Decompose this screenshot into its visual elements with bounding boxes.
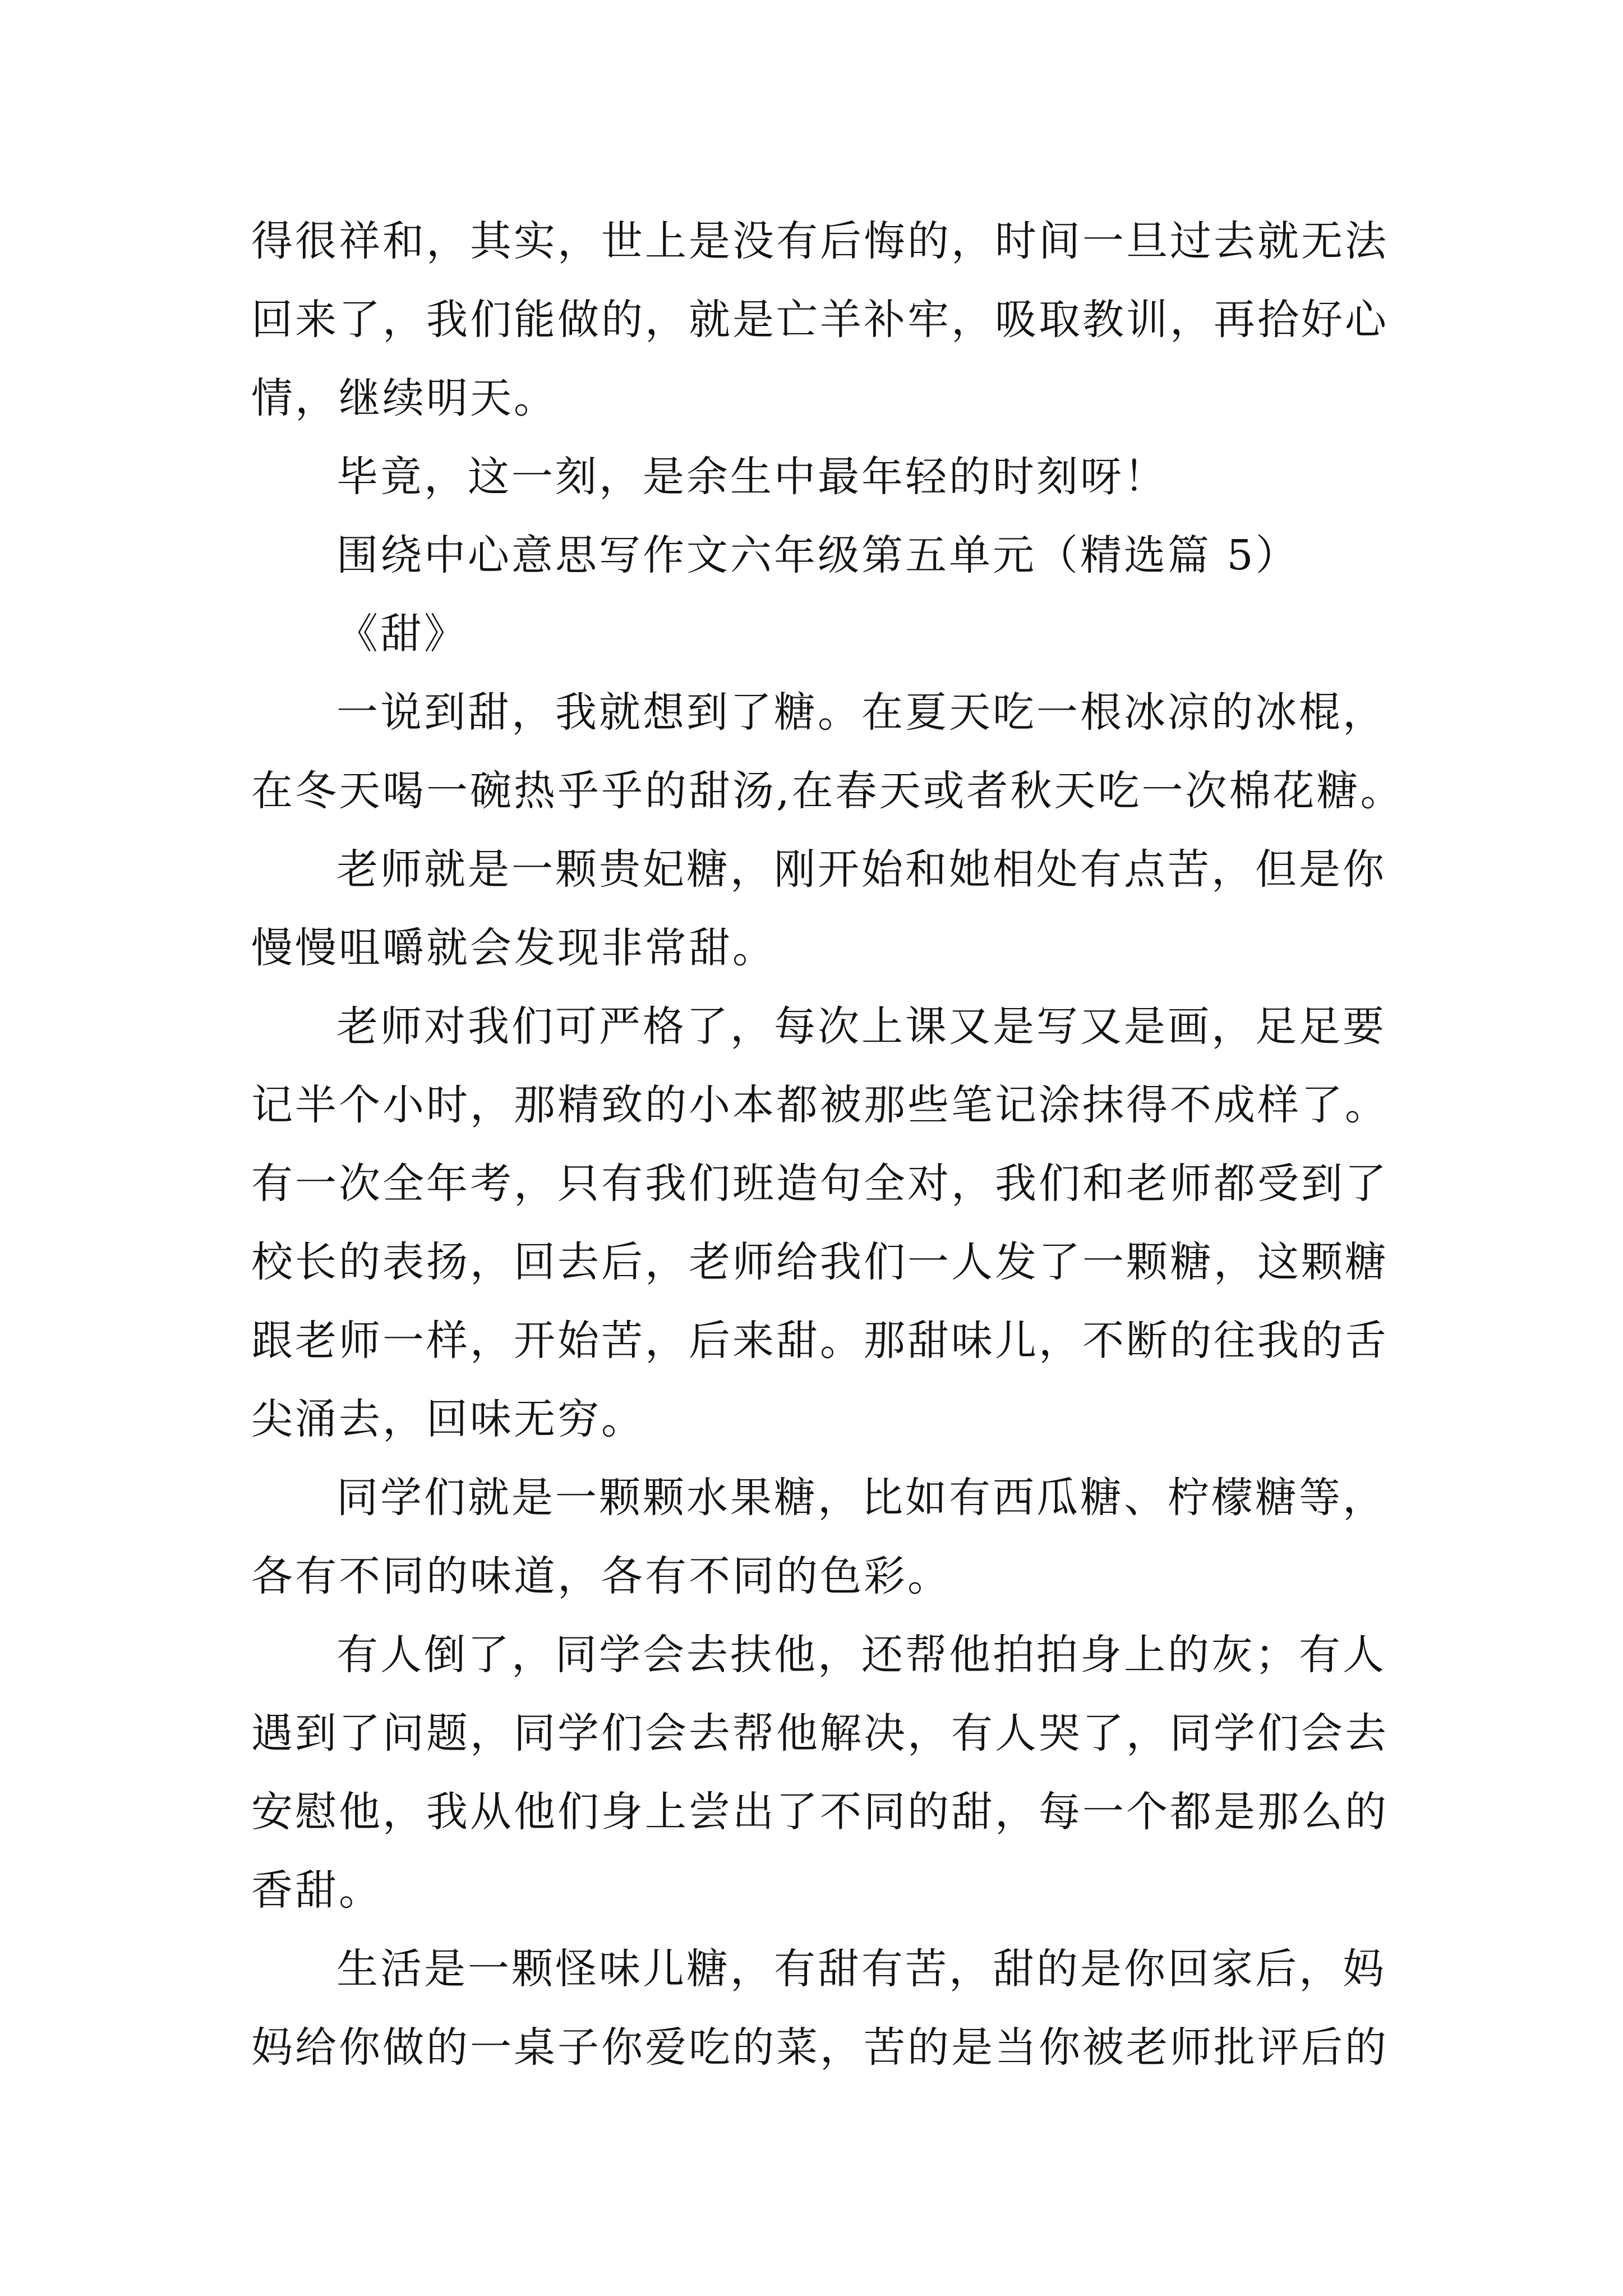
- text-line: 校长的表扬，回去后，老师给我们一人发了一颗糖，这颗糖: [251, 1238, 1389, 1286]
- text-line: 同学们就是一颗颗水果糖，比如有西瓜糖、柠檬糖等，: [336, 1474, 1386, 1522]
- text-line: 尖涌去，回味无穷。: [251, 1395, 645, 1443]
- text-line: 老师就是一颗贵妃糖，刚开始和她相处有点苦，但是你: [336, 845, 1386, 894]
- text-line: 跟老师一样，开始苦，后来甜。那甜味儿，不断的往我的舌: [251, 1317, 1389, 1365]
- text-line: 各有不同的味道，各有不同的色彩。: [251, 1552, 951, 1600]
- text-line: 记半个小时，那精致的小本都被那些笔记涂抹得不成样了。: [251, 1081, 1389, 1129]
- text-line: 毕竟，这一刻，是余生中最年轻的时刻呀！: [336, 453, 1168, 501]
- section-heading: 围绕中心意思写作文六年级第五单元（精选篇 5）: [336, 531, 1299, 579]
- text-line: 遇到了问题，同学们会去帮他解决，有人哭了，同学们会去: [251, 1709, 1389, 1757]
- text-line: 得很祥和，其实，世上是没有后悔的，时间一旦过去就无法: [251, 217, 1389, 265]
- text-line: 在冬天喝一碗热乎乎的甜汤,在春天或者秋天吃一次棉花糖。: [251, 767, 1404, 815]
- text-line: 安慰他，我从他们身上尝出了不同的甜，每一个都是那么的: [251, 1788, 1389, 1836]
- text-line: 慢慢咀嚼就会发现非常甜。: [251, 924, 776, 972]
- document-body: [251, 202, 1404, 2087]
- text-line: 有一次全年考，只有我们班造句全对，我们和老师都受到了: [251, 1159, 1389, 1208]
- text-line: 情，继续明天。: [251, 374, 557, 422]
- text-line: 老师对我们可严格了，每次上课又是写又是画，足足要: [336, 1002, 1386, 1051]
- essay-title: 《甜》: [336, 610, 468, 658]
- text-line: 一说到甜，我就想到了糖。在夏天吃一根冰凉的冰棍，: [336, 688, 1386, 737]
- text-line: 有人倒了，同学会去扶他，还帮他拍拍身上的灰；有人: [336, 1631, 1386, 1679]
- text-line: 香甜。: [251, 1866, 382, 1915]
- text-line: 回来了，我们能做的，就是亡羊补牢，吸取教训，再拾好心: [251, 296, 1389, 344]
- text-line: 生活是一颗怪味儿糖，有甜有苦，甜的是你回家后，妈: [336, 1945, 1386, 1993]
- text-line: 妈给你做的一桌子你爱吃的菜，苦的是当你被老师批评后的: [251, 2023, 1389, 2072]
